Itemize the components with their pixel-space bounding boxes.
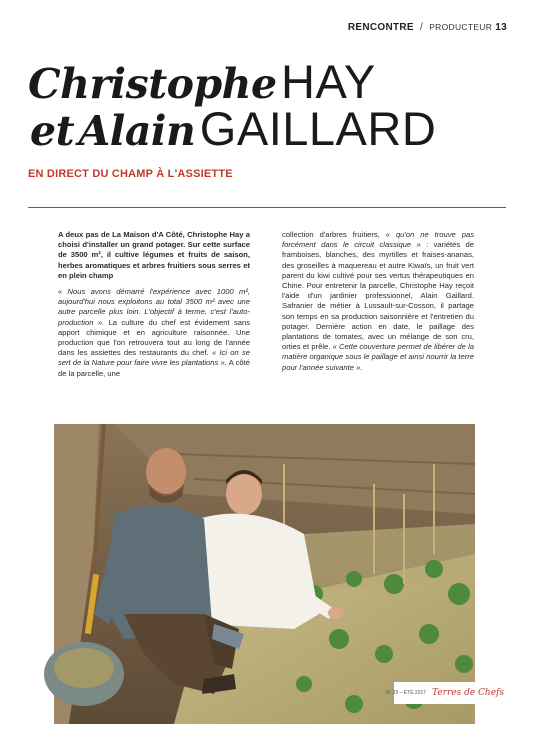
page-number: 13 <box>495 22 507 33</box>
first-name-christophe: Christophe <box>28 60 277 108</box>
garden-photo <box>54 424 504 724</box>
quote-4: « Cette couverture permet de libérer de la matière organique sous le paillage et ainsi nourrir la terre pour l'année suivante ». <box>282 342 474 372</box>
article-title <box>28 55 518 155</box>
magazine-badge <box>385 682 510 704</box>
subsection-label: PRODUCTEUR <box>429 22 493 32</box>
lead-paragraph: A deux pas de La Maison d'A Côté, Christophe Hay a choisi d'installer un grand potager. Sur cette surface de 3500 m², il cultive légumes et fruits de saison, herbes aromatiques et arbres fruitiers sous serres et en plein champ <box>58 230 250 280</box>
body-paragraph-2 <box>282 230 474 373</box>
garden-photo-illustration <box>54 424 475 724</box>
body-text-4: : variétés de framboises, blanches, des myrtilles et fraises-ananas, des groseilles à maquereau et autre Kiwaïs, un fruit vert parent du kiwi cultivé pour ses vertus thérapeutiques en Chine. Pour entretenir la parcelle, Christophe Hay reçoit l'aide d'un jardinier professionnel, Alain Gaillard. Safranier de métier à Lussault-sur-Cosson, il partage son temps en sa production saisonnière et l'entretien du potager. Dernière action en date, le paillage des plantations de tomates, avec un mélange de son cru, orties et prêle. <box>282 240 475 352</box>
text-column-1 <box>58 230 250 385</box>
body-paragraph-1 <box>58 287 250 379</box>
quote-2: « Ici on se sert de la Nature pour faire vivre les plantations ». <box>58 348 250 368</box>
text-column-2 <box>282 230 474 379</box>
title-connector: et <box>30 107 75 155</box>
title-line-2 <box>28 102 518 155</box>
title-line-1 <box>28 55 518 108</box>
running-header <box>348 22 507 33</box>
title-divider <box>28 207 506 208</box>
section-label: RENCONTRE <box>347 22 414 33</box>
body-text-1: La culture du chef est évidement sans apport chimique et en agriculture raisonnée. Une production que l'on retrouvera tout au long de l'année dans les assiettes des restaurants du chef. <box>58 317 251 358</box>
first-name-alain: Alain <box>78 107 196 155</box>
body-text-3: collection d'arbres fruitiers, <box>282 230 386 239</box>
last-name-gaillard: GAILLARD <box>199 102 437 155</box>
quote-1: « Nous avons démarré l'expérience avec 1000 m², aujourd'hui nous exploitons au total 3500 m² avec une autre parcelle plus loin. L'objectif à terme, c'est l'auto-production ». <box>58 287 250 327</box>
article-subtitle: EN DIRECT DU CHAMP À L'ASSIETTE <box>28 168 233 180</box>
body-text-2: A côté de la parcelle, une <box>58 358 250 378</box>
quote-3: « qu'on ne trouve pas forcément dans le circuit classique » <box>282 230 474 250</box>
last-name-hay: HAY <box>281 55 376 108</box>
magazine-name: Terres de Chefs <box>432 688 504 698</box>
issue-label: Nº 25 – ÉTÉ 2017 <box>385 690 427 696</box>
header-separator: / <box>420 22 424 33</box>
